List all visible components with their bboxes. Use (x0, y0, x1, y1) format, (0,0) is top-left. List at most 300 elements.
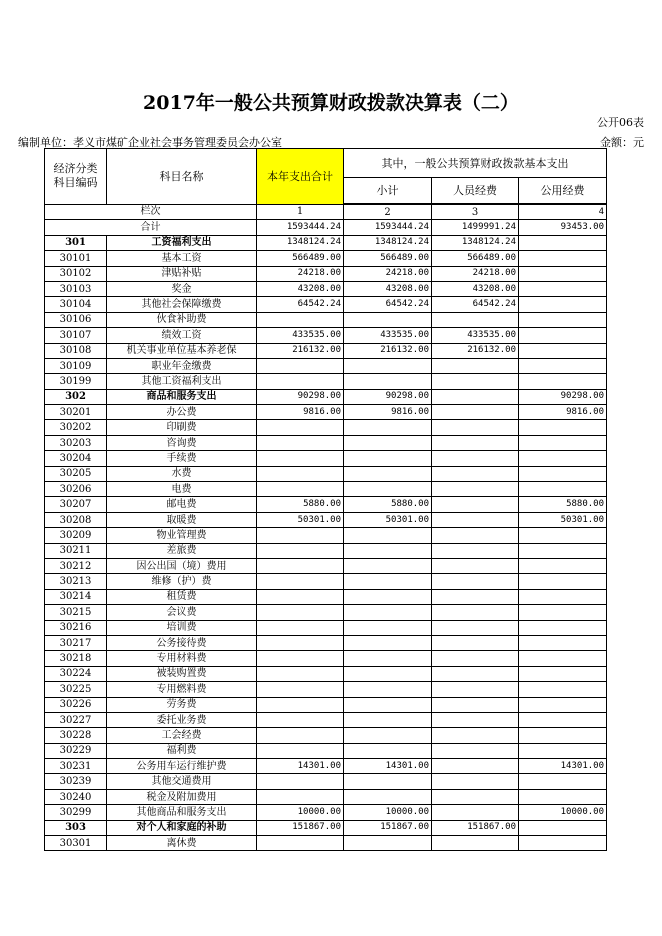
row-personnel (432, 651, 519, 666)
row-total (257, 374, 344, 389)
table-code: 公开06表 (597, 116, 644, 129)
row-total (257, 682, 344, 697)
row-total (257, 466, 344, 481)
row-code: 30227 (45, 712, 107, 727)
row-name: 邮电费 (107, 497, 257, 512)
row-name: 印刷费 (107, 420, 257, 435)
row-name: 物业管理费 (107, 528, 257, 543)
row-personnel (432, 712, 519, 727)
row-total (257, 451, 344, 466)
row-name: 基本工资 (107, 251, 257, 266)
row-code: 30224 (45, 666, 107, 681)
row-total: 10000.00 (257, 805, 344, 820)
table-row (45, 374, 607, 389)
row-name: 因公出国（境）费用 (107, 558, 257, 573)
row-subtotal: 14301.00 (344, 759, 432, 774)
row-public (519, 435, 607, 450)
row-personnel (432, 666, 519, 681)
row-subtotal (344, 789, 432, 804)
row-public (519, 620, 607, 635)
row-total (257, 789, 344, 804)
row-name: 绩效工资 (107, 328, 257, 343)
row-subtotal (344, 589, 432, 604)
report-title: 2017年一般公共预算财政拨款决算表（二） (143, 92, 519, 114)
row-total (257, 712, 344, 727)
row-name: 咨询费 (107, 435, 257, 450)
row-total (257, 312, 344, 327)
row-personnel (432, 543, 519, 558)
table-row (45, 266, 607, 281)
row-subtotal (344, 836, 432, 851)
row-subtotal (344, 451, 432, 466)
index-3: 3 (432, 204, 519, 220)
row-public (519, 420, 607, 435)
row-name: 其他商品和服务支出 (107, 805, 257, 820)
row-personnel (432, 743, 519, 758)
row-subtotal (344, 728, 432, 743)
row-public (519, 682, 607, 697)
row-public: 10000.00 (519, 805, 607, 820)
row-name: 税金及附加费用 (107, 789, 257, 804)
table-row (45, 743, 607, 758)
row-name: 水费 (107, 466, 257, 481)
row-total (257, 528, 344, 543)
row-personnel (432, 482, 519, 497)
row-code: 302 (45, 389, 107, 404)
row-subtotal (344, 620, 432, 635)
row-code: 30206 (45, 482, 107, 497)
row-code: 30109 (45, 358, 107, 373)
index-row (45, 204, 607, 220)
row-subtotal (344, 558, 432, 573)
row-code: 30239 (45, 774, 107, 789)
row-personnel (432, 728, 519, 743)
table-row (45, 343, 607, 358)
row-public (519, 251, 607, 266)
table-row (45, 774, 607, 789)
row-name: 职业年金缴费 (107, 358, 257, 373)
table-row (45, 836, 607, 851)
row-subtotal (344, 374, 432, 389)
row-name: 商品和服务支出 (107, 389, 257, 404)
row-personnel (432, 836, 519, 851)
table-row (45, 574, 607, 589)
row-personnel (432, 620, 519, 635)
row-total (257, 743, 344, 758)
row-personnel (432, 682, 519, 697)
row-total (257, 420, 344, 435)
row-public: 90298.00 (519, 389, 607, 404)
row-public (519, 235, 607, 250)
row-subtotal (344, 435, 432, 450)
header-group: 其中，一般公共预算财政拨款基本支出 (344, 149, 607, 178)
row-name: 电费 (107, 482, 257, 497)
table-row (45, 512, 607, 527)
row-name: 专用材料费 (107, 651, 257, 666)
row-public (519, 605, 607, 620)
row-total: 64542.24 (257, 297, 344, 312)
header-subtotal: 小计 (344, 178, 432, 205)
row-name: 手续费 (107, 451, 257, 466)
total-amount: 1593444.24 (257, 220, 344, 235)
row-public (519, 266, 607, 281)
table-row (45, 528, 607, 543)
row-subtotal (344, 635, 432, 650)
row-code: 30205 (45, 466, 107, 481)
row-subtotal (344, 697, 432, 712)
row-name: 伙食补助费 (107, 312, 257, 327)
index-1: 1 (257, 204, 344, 220)
total-personnel: 1499991.24 (432, 220, 519, 235)
table-row (45, 543, 607, 558)
row-public (519, 697, 607, 712)
row-code: 30299 (45, 805, 107, 820)
row-personnel (432, 635, 519, 650)
table-row (45, 405, 607, 420)
row-name: 维修（护）费 (107, 574, 257, 589)
row-name: 取暖费 (107, 512, 257, 527)
row-name: 津贴补贴 (107, 266, 257, 281)
row-code: 301 (45, 235, 107, 250)
row-personnel: 43208.00 (432, 281, 519, 296)
row-code: 30211 (45, 543, 107, 558)
row-total (257, 651, 344, 666)
row-code: 30231 (45, 759, 107, 774)
row-subtotal (344, 482, 432, 497)
budget-table (44, 148, 607, 851)
row-public (519, 358, 607, 373)
row-total: 1348124.24 (257, 235, 344, 250)
row-total (257, 558, 344, 573)
row-name: 其他交通费用 (107, 774, 257, 789)
row-subtotal: 24218.00 (344, 266, 432, 281)
row-personnel (432, 512, 519, 527)
row-personnel: 1348124.24 (432, 235, 519, 250)
row-code: 30213 (45, 574, 107, 589)
row-code: 30101 (45, 251, 107, 266)
table-row (45, 281, 607, 296)
table-row (45, 558, 607, 573)
table-row (45, 635, 607, 650)
total-subtotal: 1593444.24 (344, 220, 432, 235)
row-code: 30106 (45, 312, 107, 327)
table-row (45, 789, 607, 804)
row-public (519, 558, 607, 573)
row-public: 5880.00 (519, 497, 607, 512)
row-name: 工资福利支出 (107, 235, 257, 250)
table-row (45, 328, 607, 343)
row-subtotal (344, 712, 432, 727)
row-name: 劳务费 (107, 697, 257, 712)
row-total: 9816.00 (257, 405, 344, 420)
table-row (45, 389, 607, 404)
row-public (519, 743, 607, 758)
table-row (45, 251, 607, 266)
table-row (45, 651, 607, 666)
table-row (45, 820, 607, 835)
table-row (45, 589, 607, 604)
row-code: 30202 (45, 420, 107, 435)
reporting-unit: 编制单位：孝义市煤矿企业社会事务管理委员会办公室 (18, 136, 282, 149)
total-public: 93453.00 (519, 220, 607, 235)
row-total (257, 620, 344, 635)
row-total (257, 358, 344, 373)
row-personnel (432, 374, 519, 389)
row-public (519, 712, 607, 727)
header-name: 科目名称 (107, 149, 257, 205)
row-public: 50301.00 (519, 512, 607, 527)
row-name: 委托业务费 (107, 712, 257, 727)
table-row (45, 451, 607, 466)
row-total: 43208.00 (257, 281, 344, 296)
row-subtotal (344, 420, 432, 435)
row-total: 90298.00 (257, 389, 344, 404)
row-code: 30207 (45, 497, 107, 512)
row-total (257, 543, 344, 558)
row-subtotal: 1348124.24 (344, 235, 432, 250)
row-name: 专用燃料费 (107, 682, 257, 697)
row-personnel (432, 358, 519, 373)
row-public: 9816.00 (519, 405, 607, 420)
row-public (519, 789, 607, 804)
row-total (257, 697, 344, 712)
table-row (45, 805, 607, 820)
index-4: 4 (519, 204, 607, 220)
row-subtotal (344, 743, 432, 758)
row-personnel (432, 312, 519, 327)
row-name: 会议费 (107, 605, 257, 620)
row-subtotal (344, 574, 432, 589)
row-name: 差旅费 (107, 543, 257, 558)
row-code: 30104 (45, 297, 107, 312)
row-personnel (432, 558, 519, 573)
table-row (45, 682, 607, 697)
row-public (519, 589, 607, 604)
table-row (45, 728, 607, 743)
row-personnel (432, 759, 519, 774)
row-public (519, 297, 607, 312)
table-row (45, 312, 607, 327)
row-name: 奖金 (107, 281, 257, 296)
row-code: 30217 (45, 635, 107, 650)
row-code: 30203 (45, 435, 107, 450)
row-name: 对个人和家庭的补助 (107, 820, 257, 835)
row-personnel (432, 435, 519, 450)
row-total: 433535.00 (257, 328, 344, 343)
table-row (45, 235, 607, 250)
row-subtotal: 566489.00 (344, 251, 432, 266)
row-public: 14301.00 (519, 759, 607, 774)
header-total: 本年支出合计 (257, 149, 344, 205)
row-code: 30216 (45, 620, 107, 635)
row-code: 30215 (45, 605, 107, 620)
row-public (519, 328, 607, 343)
header-public: 公用经费 (519, 178, 607, 205)
header-code: 经济分类 科目编码 (45, 149, 107, 205)
row-subtotal (344, 528, 432, 543)
row-name: 其他社会保障缴费 (107, 297, 257, 312)
table-row (45, 666, 607, 681)
row-public (519, 774, 607, 789)
row-code: 303 (45, 820, 107, 835)
table-row (45, 497, 607, 512)
row-public (519, 528, 607, 543)
row-total (257, 666, 344, 681)
row-subtotal: 433535.00 (344, 328, 432, 343)
table-row (45, 435, 607, 450)
row-subtotal (344, 605, 432, 620)
table-row (45, 297, 607, 312)
row-personnel (432, 789, 519, 804)
row-personnel (432, 574, 519, 589)
row-name: 租赁费 (107, 589, 257, 604)
row-personnel: 566489.00 (432, 251, 519, 266)
row-personnel (432, 405, 519, 420)
row-subtotal: 5880.00 (344, 497, 432, 512)
row-total (257, 836, 344, 851)
row-total (257, 635, 344, 650)
row-name: 公务接待费 (107, 635, 257, 650)
row-subtotal: 64542.24 (344, 297, 432, 312)
row-name: 其他工资福利支出 (107, 374, 257, 389)
row-personnel: 151867.00 (432, 820, 519, 835)
table-row (45, 420, 607, 435)
row-total: 24218.00 (257, 266, 344, 281)
row-personnel (432, 451, 519, 466)
row-name: 离休费 (107, 836, 257, 851)
row-subtotal (344, 466, 432, 481)
row-subtotal (344, 358, 432, 373)
row-name: 福利费 (107, 743, 257, 758)
row-total (257, 589, 344, 604)
row-personnel (432, 697, 519, 712)
row-personnel (432, 774, 519, 789)
row-personnel (432, 466, 519, 481)
row-code: 30199 (45, 374, 107, 389)
row-personnel: 433535.00 (432, 328, 519, 343)
table-row (45, 759, 607, 774)
row-public (519, 836, 607, 851)
row-public (519, 374, 607, 389)
table-row (45, 697, 607, 712)
row-public (519, 451, 607, 466)
table-row (45, 466, 607, 481)
header-personnel: 人员经费 (432, 178, 519, 205)
row-subtotal: 43208.00 (344, 281, 432, 296)
total-label: 合计 (45, 220, 257, 235)
row-subtotal: 10000.00 (344, 805, 432, 820)
row-personnel: 24218.00 (432, 266, 519, 281)
row-subtotal: 9816.00 (344, 405, 432, 420)
table-row (45, 358, 607, 373)
row-total (257, 574, 344, 589)
row-name: 培训费 (107, 620, 257, 635)
row-personnel (432, 805, 519, 820)
row-total: 566489.00 (257, 251, 344, 266)
row-total (257, 774, 344, 789)
row-code: 30107 (45, 328, 107, 343)
row-code: 30229 (45, 743, 107, 758)
row-total (257, 728, 344, 743)
row-subtotal: 90298.00 (344, 389, 432, 404)
row-name: 工会经费 (107, 728, 257, 743)
row-subtotal: 50301.00 (344, 512, 432, 527)
row-public (519, 728, 607, 743)
row-personnel (432, 420, 519, 435)
row-personnel (432, 497, 519, 512)
row-subtotal (344, 543, 432, 558)
row-name: 办公费 (107, 405, 257, 420)
table-row (45, 482, 607, 497)
index-label: 栏次 (45, 204, 257, 220)
row-subtotal (344, 682, 432, 697)
row-public (519, 343, 607, 358)
row-total: 5880.00 (257, 497, 344, 512)
row-public (519, 543, 607, 558)
row-name: 公务用车运行维护费 (107, 759, 257, 774)
row-total (257, 435, 344, 450)
row-public (519, 574, 607, 589)
amount-unit: 金额：元 (600, 136, 644, 149)
row-total: 14301.00 (257, 759, 344, 774)
row-public (519, 666, 607, 681)
row-code: 30214 (45, 589, 107, 604)
row-code: 30208 (45, 512, 107, 527)
index-2: 2 (344, 204, 432, 220)
row-code: 30108 (45, 343, 107, 358)
row-total: 50301.00 (257, 512, 344, 527)
row-personnel (432, 389, 519, 404)
row-public (519, 820, 607, 835)
row-public (519, 466, 607, 481)
row-subtotal: 151867.00 (344, 820, 432, 835)
row-public (519, 482, 607, 497)
row-name: 被装购置费 (107, 666, 257, 681)
table-row (45, 605, 607, 620)
row-public (519, 635, 607, 650)
row-public (519, 651, 607, 666)
row-code: 30102 (45, 266, 107, 281)
row-code: 30301 (45, 836, 107, 851)
row-personnel (432, 605, 519, 620)
row-subtotal (344, 774, 432, 789)
row-code: 30218 (45, 651, 107, 666)
row-name: 机关事业单位基本养老保 (107, 343, 257, 358)
row-personnel (432, 589, 519, 604)
row-total: 216132.00 (257, 343, 344, 358)
row-total (257, 482, 344, 497)
row-public (519, 281, 607, 296)
row-subtotal (344, 666, 432, 681)
row-code: 30240 (45, 789, 107, 804)
row-code: 30228 (45, 728, 107, 743)
row-code: 30226 (45, 697, 107, 712)
row-subtotal (344, 312, 432, 327)
row-public (519, 312, 607, 327)
row-subtotal (344, 651, 432, 666)
row-code: 30212 (45, 558, 107, 573)
row-total (257, 605, 344, 620)
row-code: 30225 (45, 682, 107, 697)
row-total: 151867.00 (257, 820, 344, 835)
table-row (45, 620, 607, 635)
row-personnel: 216132.00 (432, 343, 519, 358)
row-personnel: 64542.24 (432, 297, 519, 312)
row-code: 30201 (45, 405, 107, 420)
row-code: 30103 (45, 281, 107, 296)
row-subtotal: 216132.00 (344, 343, 432, 358)
row-code: 30209 (45, 528, 107, 543)
